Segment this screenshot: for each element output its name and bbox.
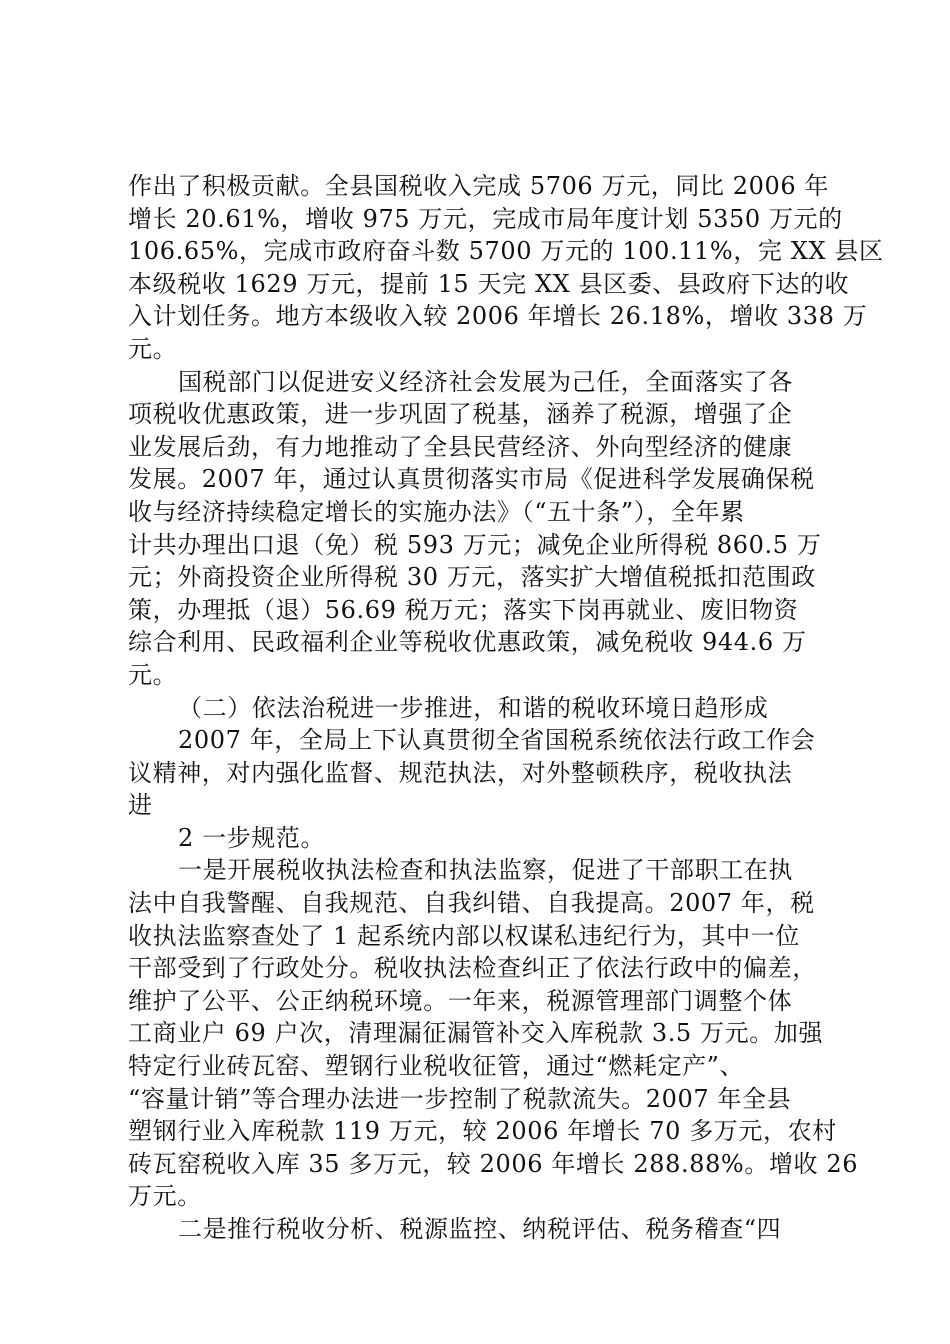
text-line: 收与经济持续稳定增长的实施办法》（“五十条”），全年累 <box>128 497 745 526</box>
text-line: 综合利用、民政福利企业等税收优惠政策，减免税收 944.6 万 <box>128 628 807 657</box>
text-line: 本级税收 1629 万元，提前 15 天完 XX 县区委、县政府下达的收 <box>128 269 850 298</box>
body-text <box>128 170 884 1246</box>
text-line: 元。 <box>128 334 178 363</box>
text-line: 作出了积极贡献。全县国税收入完成 5706 万元，同比 2006 年 <box>128 172 830 200</box>
text-line: 维护了公平、公正纳税环境。一年来，税源管理部门调整个体 <box>128 986 793 1015</box>
text-line: 塑钢行业入库税款 119 万元，较 2006 年增长 70 多万元，农村 <box>128 1117 837 1146</box>
text-line: 元；外商投资企业所得税 30 万元，落实扩大增值税抵扣范围政 <box>128 563 816 592</box>
text-line: （二）依法治税进一步推进，和谐的税收环境日趋形成 <box>178 693 769 722</box>
text-line: 106.65%，完成市政府奋斗数 5700 万元的 100.11%，完 XX 县区 <box>128 237 884 266</box>
text-line: 议精神，对内强化监督、规范执法，对外整顿秩序，税收执法 <box>128 758 793 787</box>
text-line: 干部受到了行政处分。税收执法检查纠正了依法行政中的偏差， <box>128 954 817 983</box>
text-line: 万元。 <box>128 1182 202 1211</box>
text-line: 2007 年，全局上下认真贯彻全省国税系统依法行政工作会 <box>178 726 816 755</box>
text-line: 项税收优惠政策，进一步巩固了税基，涵养了税源，增强了企 <box>128 400 793 429</box>
text-line: 发展。2007 年，通过认真贯彻落实市局《促进科学发展确保税 <box>128 465 815 494</box>
text-line: 一是开展税收执法检查和执法监察，促进了干部职工在执 <box>178 856 793 885</box>
text-line: 收执法监察查处了 1 起系统内部以权谋私违纪行为，其中一位 <box>128 921 800 950</box>
text-line: 工商业户 69 户次，清理漏征漏管补交入库税款 3.5 万元。加强 <box>128 1019 824 1048</box>
text-line: 二是推行税收分析、税源监控、纳税评估、税务稽查“四 <box>178 1215 782 1243</box>
text-line: “容量计销”等合理办法进一步控制了税款流失。2007 年全县 <box>128 1084 792 1113</box>
text-line: 国税部门以促进安义经济社会发展为己任，全面落实了各 <box>178 367 793 396</box>
text-line: 元。 <box>128 660 178 689</box>
text-line: 法中自我警醒、自我规范、自我纠错、自我提高。2007 年，税 <box>128 889 815 918</box>
text-line: 入计划任务。地方本级收入较 2006 年增长 26.18%，增收 338 万 <box>128 302 868 331</box>
text-line: 进 <box>128 791 153 820</box>
text-line: 2 一步规范。 <box>178 823 326 852</box>
text-line: 计共办理出口退（免）税 593 万元；减免企业所得税 860.5 万 <box>128 530 822 559</box>
text-line: 增长 20.61%，增收 975 万元，完成市局年度计划 5350 万元的 <box>128 204 843 233</box>
text-line: 特定行业砖瓦窑、塑钢行业税收征管，通过“燃耗定产”、 <box>128 1052 745 1081</box>
text-line: 策，办理抵（退）56.69 税万元；落实下岗再就业、废旧物资 <box>128 595 799 624</box>
text-line: 业发展后劲，有力地推动了全县民营经济、外向型经济的健康 <box>128 432 793 461</box>
text-line: 砖瓦窑税收入库 35 多万元，较 2006 年增长 288.88%。增收 26 <box>128 1149 859 1178</box>
